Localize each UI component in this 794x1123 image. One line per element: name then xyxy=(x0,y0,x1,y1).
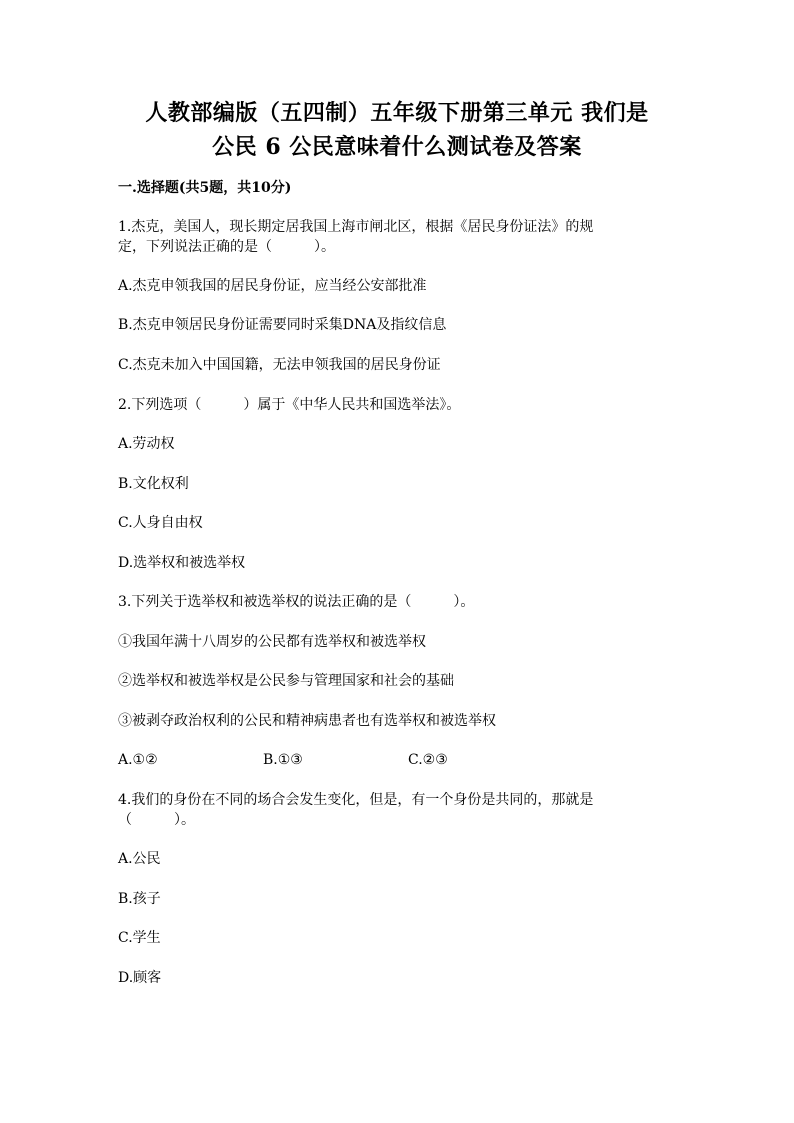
question-3-option-c: C.②③ xyxy=(408,752,448,768)
question-3-option-a: A.①② xyxy=(118,752,158,768)
question-3-statement-1: ①我国年满十八周岁的公民都有选举权和被选举权 xyxy=(118,634,426,650)
question-4-option-b: B.孩子 xyxy=(118,891,161,907)
question-2-option-c: C.人身自由权 xyxy=(118,515,203,531)
question-2-option-d: D.选举权和被选举权 xyxy=(118,555,246,571)
question-4-stem-line-2: （ ）。 xyxy=(118,812,195,828)
question-2-option-a: A.劳动权 xyxy=(118,436,175,452)
question-1-option-b: B.杰克申领居民身份证需要同时采集DNA及指纹信息 xyxy=(118,317,447,333)
question-3-stem: 3.下列关于选举权和被选举权的说法正确的是（ ）。 xyxy=(118,594,475,610)
question-3-options-row xyxy=(118,750,678,770)
page-title-line-2: 公民 6 公民意味着什么测试卷及答案 xyxy=(212,134,582,160)
question-3-option-b: B.①③ xyxy=(263,752,303,768)
section-heading: 一.选择题(共5题，共10分) xyxy=(118,180,292,196)
question-3-statement-2: ②选举权和被选举权是公民参与管理国家和社会的基础 xyxy=(118,673,454,689)
question-2-option-b: B.文化权利 xyxy=(118,476,189,492)
question-3-statement-3: ③被剥夺政治权利的公民和精神病患者也有选举权和被选举权 xyxy=(118,713,496,729)
question-4-stem-line-1: 4.我们的身份在不同的场合会发生变化，但是，有一个身份是共同的，那就是 xyxy=(118,792,594,808)
question-1-stem-line-2: 定，下列说法正确的是（ ）。 xyxy=(118,239,335,255)
page-title-line-1: 人教部编版（五四制）五年级下册第三单元 我们是 xyxy=(145,100,649,126)
question-1-option-c: C.杰克未加入中国国籍，无法申领我国的居民身份证 xyxy=(118,357,441,373)
question-4-option-d: D.顾客 xyxy=(118,970,162,986)
question-1-stem-line-1: 1.杰克，美国人，现长期定居我国上海市闸北区，根据《居民身份证法》的规 xyxy=(118,219,594,235)
question-4-option-a: A.公民 xyxy=(118,851,161,867)
question-2-stem: 2.下列选项（ ）属于《中华人民共和国选举法》。 xyxy=(118,397,461,413)
question-4-option-c: C.学生 xyxy=(118,930,161,946)
question-1-option-a: A.杰克申领我国的居民身份证，应当经公安部批准 xyxy=(118,278,427,294)
